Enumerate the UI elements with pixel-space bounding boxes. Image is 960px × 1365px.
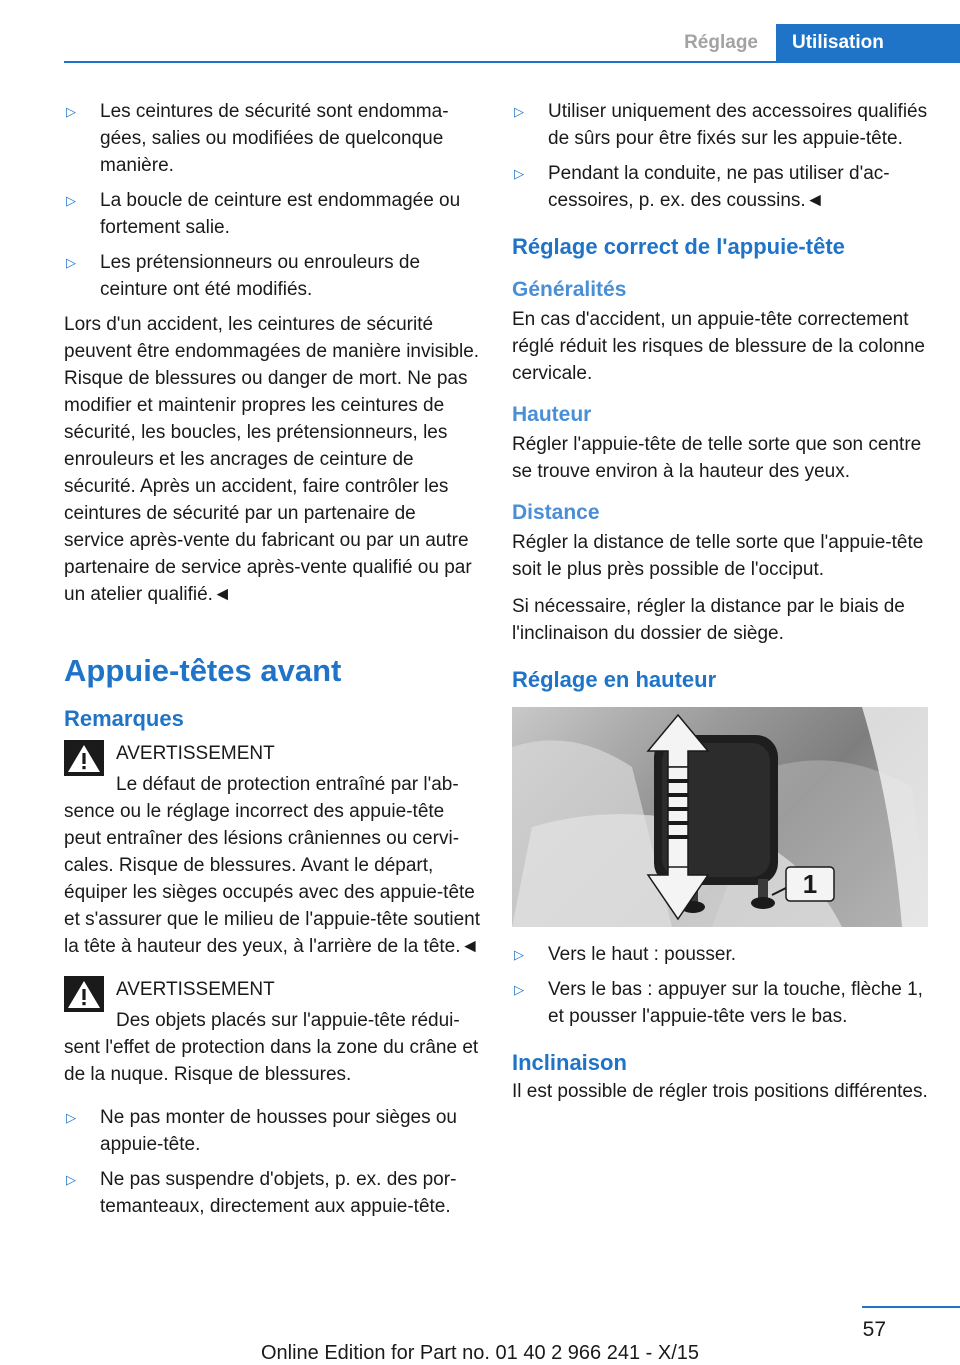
subsection-heading: Réglage en hauteur <box>512 667 717 692</box>
headrest-illustration <box>512 707 928 927</box>
warning-triangle-icon <box>64 976 104 1012</box>
headrest-figure-svg <box>512 707 928 927</box>
general-text: En cas d'accident, un appuie-tête correctement réglé réduit les risques de blessure de la colonne cervicale. <box>512 309 925 384</box>
distance-text-2: Si nécessaire, régler la distance par le biais de l'inclinaison du dossier de siège. <box>512 596 905 644</box>
bullet-triangle-icon: ▷ <box>66 1172 76 1187</box>
warning-block <box>64 740 480 960</box>
topic-heading: Hauteur <box>512 403 592 426</box>
list-item: ▷ Ne pas monter de housses pour sièges ou appuie-tête. <box>64 1104 480 1158</box>
list-item: ▷ La boucle de ceinture est endommagée ou fortement salie. <box>64 187 480 241</box>
subsection-heading: Réglage correct de l'appuie-tête <box>512 234 845 259</box>
bullet-triangle-icon: ▷ <box>66 1110 76 1125</box>
bullet-triangle-icon: ▷ <box>514 104 524 119</box>
tab-section[interactable]: Réglage <box>666 24 776 62</box>
seatbelt-paragraph: Lors d'un accident, les ceintures de sécurité peuvent être endommagées de manière invisible. Risque de blessures ou danger de mort. Ne pas modifier et maintenir propres les ceintures de sécurité, les boucles, les prétensionneurs, les enrouleurs et les ancrages de ceinture de sécurité. Après un accident, faire contrôler les ceintures de sécurité par un partenaire de service après-vente du fabricant ou par un autre partenaire de service après-vente qualifié ou par un atelier qualifié.◄ <box>64 314 480 605</box>
warning-title: AVERTISSEMENT <box>116 979 275 1000</box>
height-text: Régler l'appuie-tête de telle sorte que son centre se trouve environ à la hauteur des yeux. <box>512 434 922 482</box>
warning-block <box>64 976 480 1088</box>
list-item: ▷ Les prétensionneurs ou enrouleurs de ceinture ont été modifiés. <box>64 249 480 303</box>
subsection-heading: Inclinaison <box>512 1050 627 1075</box>
bullet-triangle-icon: ▷ <box>66 193 76 208</box>
topic-heading: Généralités <box>512 278 627 301</box>
tilt-text: Il est possible de régler trois positions différentes. <box>512 1081 928 1102</box>
header-tabs <box>666 24 960 62</box>
list-item: ▷ Pendant la conduite, ne pas utiliser d'accessoires, p. ex. des coussins.◄ <box>512 160 930 214</box>
bullet-triangle-icon: ▷ <box>514 982 524 997</box>
right-column <box>512 98 930 1115</box>
bullet-triangle-icon: ▷ <box>66 255 76 270</box>
left-column <box>64 98 480 1228</box>
warning-text: Le défaut de protection entraîné par l'absence ou le réglage incorrect des appuie-tête peut entraîner des lésions crâniennes ou cervicales. Risque de blessures. Avant le départ, équiper les sièges occupés avec des appuie-tête et s'assurer que le milieu de l'appuie-tête soutient la tête à hauteur des yeux, à l'arrière de la tête.◄ <box>64 774 480 957</box>
list-item: ▷ Vers le haut : pousser. <box>512 941 930 968</box>
figure-callout-label: 1 <box>802 869 818 899</box>
bullet-triangle-icon: ▷ <box>514 947 524 962</box>
bullet-triangle-icon: ▷ <box>66 104 76 119</box>
edition-footer: Online Edition for Part no. 01 40 2 966 241 - X/15 <box>260 1342 700 1364</box>
page-number: 57 <box>862 1318 886 1341</box>
distance-text: Régler la distance de telle sorte que l'appuie-tête soit le plus près possible de l'occiput. <box>512 532 924 580</box>
warning-text: Des objets placés sur l'appuie-tête réduisent l'effet de protection dans la zone du crâne et de la nuque. Risque de blessures. <box>64 1010 479 1085</box>
tab-chapter[interactable]: Utilisation <box>776 24 960 62</box>
section-heading: Appuie-têtes avant <box>64 653 342 688</box>
warning-title: AVERTISSEMENT <box>116 743 275 764</box>
bullet-triangle-icon: ▷ <box>514 166 524 181</box>
footer-rule <box>862 1306 960 1308</box>
list-item: ▷ Ne pas suspendre d'objets, p. ex. des portemanteaux, directement aux appuie-tête. <box>64 1166 480 1220</box>
warning-triangle-icon <box>64 740 104 776</box>
list-item: ▷ Vers le bas : appuyer sur la touche, flèche 1, et pousser l'appuie-tête vers le bas. <box>512 976 930 1030</box>
list-item: ▷ Utiliser uniquement des accessoires qualifiés de sûrs pour être fixés sur les appuie-tête. <box>512 98 930 152</box>
list-item: ▷ Les ceintures de sécurité sont endommagées, salies ou modifiées de quelconque manière. <box>64 98 480 179</box>
header-rule <box>64 61 960 63</box>
subsection-heading: Remarques <box>64 706 184 731</box>
topic-heading: Distance <box>512 501 600 524</box>
